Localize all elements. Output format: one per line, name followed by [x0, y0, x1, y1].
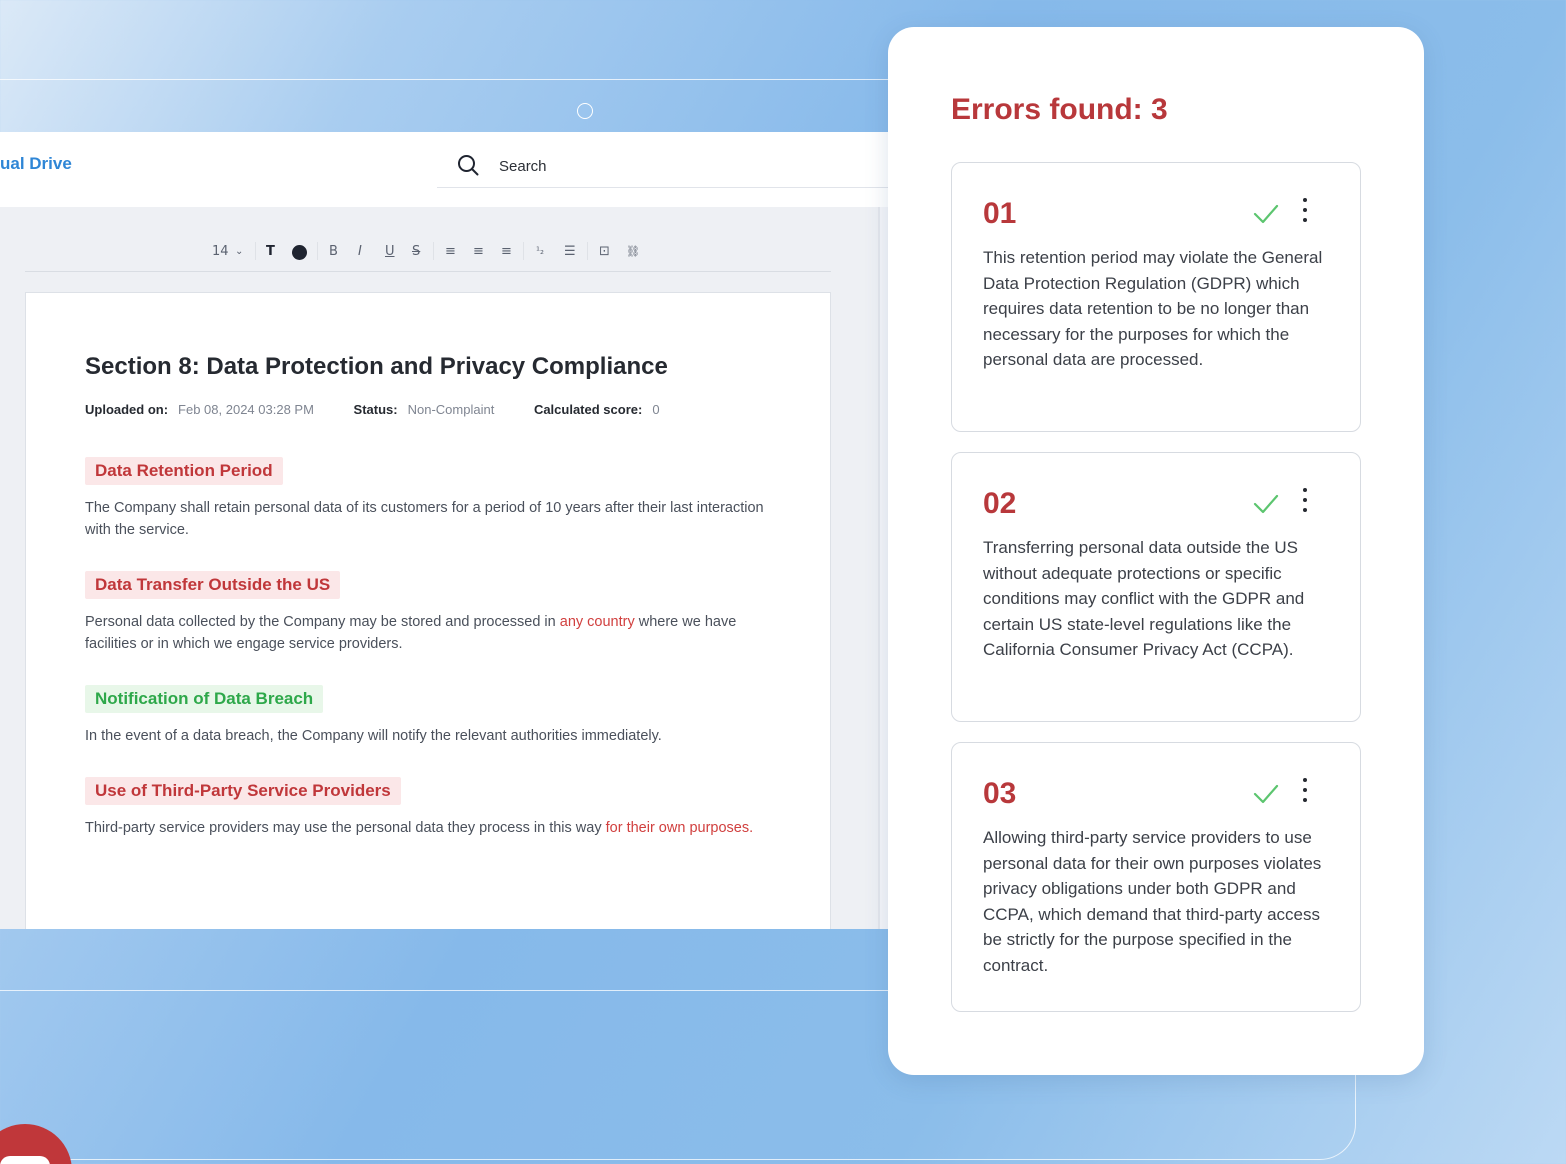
- errors-title: Errors found: 3: [951, 93, 1168, 126]
- editor-toolbar: [25, 234, 831, 272]
- search-bar[interactable]: [437, 132, 900, 188]
- align-left-button[interactable]: ≡: [445, 244, 456, 259]
- section-heading-data-transfer[interactable]: Data Transfer Outside the US: [85, 571, 340, 599]
- check-icon[interactable]: [1253, 783, 1279, 805]
- status-label: Status:: [353, 402, 398, 417]
- section-text: where we have facilities or in which we engage service providers.: [85, 614, 737, 652]
- section-heading-third-party[interactable]: Use of Third-Party Service Providers: [85, 777, 401, 805]
- score-value: 0: [652, 402, 660, 417]
- window-frame-top-line: [0, 79, 900, 80]
- section-text: Third-party service providers may use the personal data they process in this way: [85, 820, 606, 836]
- error-description: This retention period may violate the General Data Protection Regulation (GDPR) which requires data retention to be no longer than necessary for the purposes for which the personal data are processed.: [983, 248, 1323, 370]
- error-card-02[interactable]: [951, 452, 1361, 722]
- check-icon[interactable]: [1253, 203, 1279, 225]
- section-text: The Company shall retain personal data of its customers for a period of 10 years after their last interaction with the service.: [85, 500, 764, 538]
- section-text: In the event of a data breach, the Company will notify the relevant authorities immediately.: [85, 728, 662, 744]
- uploaded-value: Feb 08, 2024 03:28 PM: [178, 402, 314, 417]
- flagged-phrase[interactable]: for their own purposes.: [605, 820, 754, 836]
- image-icon[interactable]: ⊡: [599, 244, 610, 259]
- error-card-03[interactable]: [951, 742, 1361, 1012]
- section-text-data-transfer: [85, 611, 785, 655]
- text-type-button[interactable]: T: [266, 244, 275, 259]
- toolbar-divider: [255, 242, 256, 260]
- bold-button[interactable]: B: [329, 244, 338, 259]
- document-app-window: [0, 132, 900, 929]
- section-text-third-party: [85, 817, 785, 839]
- errors-panel: [888, 27, 1424, 1075]
- score-label: Calculated score:: [533, 402, 643, 417]
- error-number: 03: [983, 777, 1017, 810]
- list-button[interactable]: ☰: [564, 244, 576, 259]
- indent-button[interactable]: ¹₂: [536, 246, 545, 257]
- align-center-button[interactable]: ≡: [473, 244, 484, 259]
- brand-label[interactable]: ual Drive: [0, 154, 72, 173]
- section-text: Personal data collected by the Company may be stored and processed in: [85, 614, 560, 630]
- strikethrough-button[interactable]: S: [412, 244, 421, 259]
- uploaded-label: Uploaded on:: [85, 402, 169, 417]
- check-icon[interactable]: [1253, 493, 1279, 515]
- chevron-down-icon[interactable]: ⌄: [235, 246, 244, 257]
- more-options-icon[interactable]: [1302, 198, 1308, 226]
- error-description: Transferring personal data outside the US without adequate protections or specific conditions may conflict with the GDPR and certain US state-level regulations like the California Consumer Privacy Act (CCPA).: [983, 538, 1305, 660]
- more-options-icon[interactable]: [1302, 778, 1308, 806]
- flagged-phrase[interactable]: any country: [559, 614, 635, 630]
- search-input[interactable]: Search: [499, 158, 547, 175]
- toolbar-divider: [433, 242, 434, 260]
- section-text-data-retention: [85, 497, 785, 541]
- italic-button[interactable]: I: [358, 244, 362, 259]
- search-icon: [457, 154, 479, 176]
- more-options-icon[interactable]: [1302, 488, 1308, 516]
- document-title: Section 8: Data Protection and Privacy Compliance: [85, 353, 668, 380]
- font-size-select[interactable]: 14: [212, 244, 229, 259]
- top-bar: [0, 132, 900, 207]
- toolbar-divider: [587, 242, 588, 260]
- section-text-data-breach: [85, 725, 785, 747]
- toolbar-divider: [317, 242, 318, 260]
- underline-button[interactable]: U: [385, 244, 395, 259]
- error-number: 01: [983, 197, 1017, 230]
- status-value: Non-Complaint: [407, 402, 495, 417]
- align-right-button[interactable]: ≡: [501, 244, 512, 259]
- link-icon[interactable]: ⛓: [626, 245, 640, 258]
- section-heading-data-breach[interactable]: Notification of Data Breach: [85, 685, 323, 713]
- error-description: Allowing third-party service providers to use personal data for their own purposes violates privacy obligations under both GDPR and CCPA, which demand that third-party access be strictly for the purpose specified in the contract.: [983, 828, 1322, 975]
- window-status-dot: [577, 103, 593, 119]
- chat-icon: [0, 1156, 50, 1164]
- document-meta: [85, 402, 696, 417]
- error-card-01[interactable]: [951, 162, 1361, 432]
- error-number: 02: [983, 487, 1017, 520]
- text-color-button[interactable]: [292, 245, 307, 260]
- document-page: [25, 292, 831, 929]
- toolbar-divider: [523, 242, 524, 260]
- section-heading-data-retention[interactable]: Data Retention Period: [85, 457, 283, 485]
